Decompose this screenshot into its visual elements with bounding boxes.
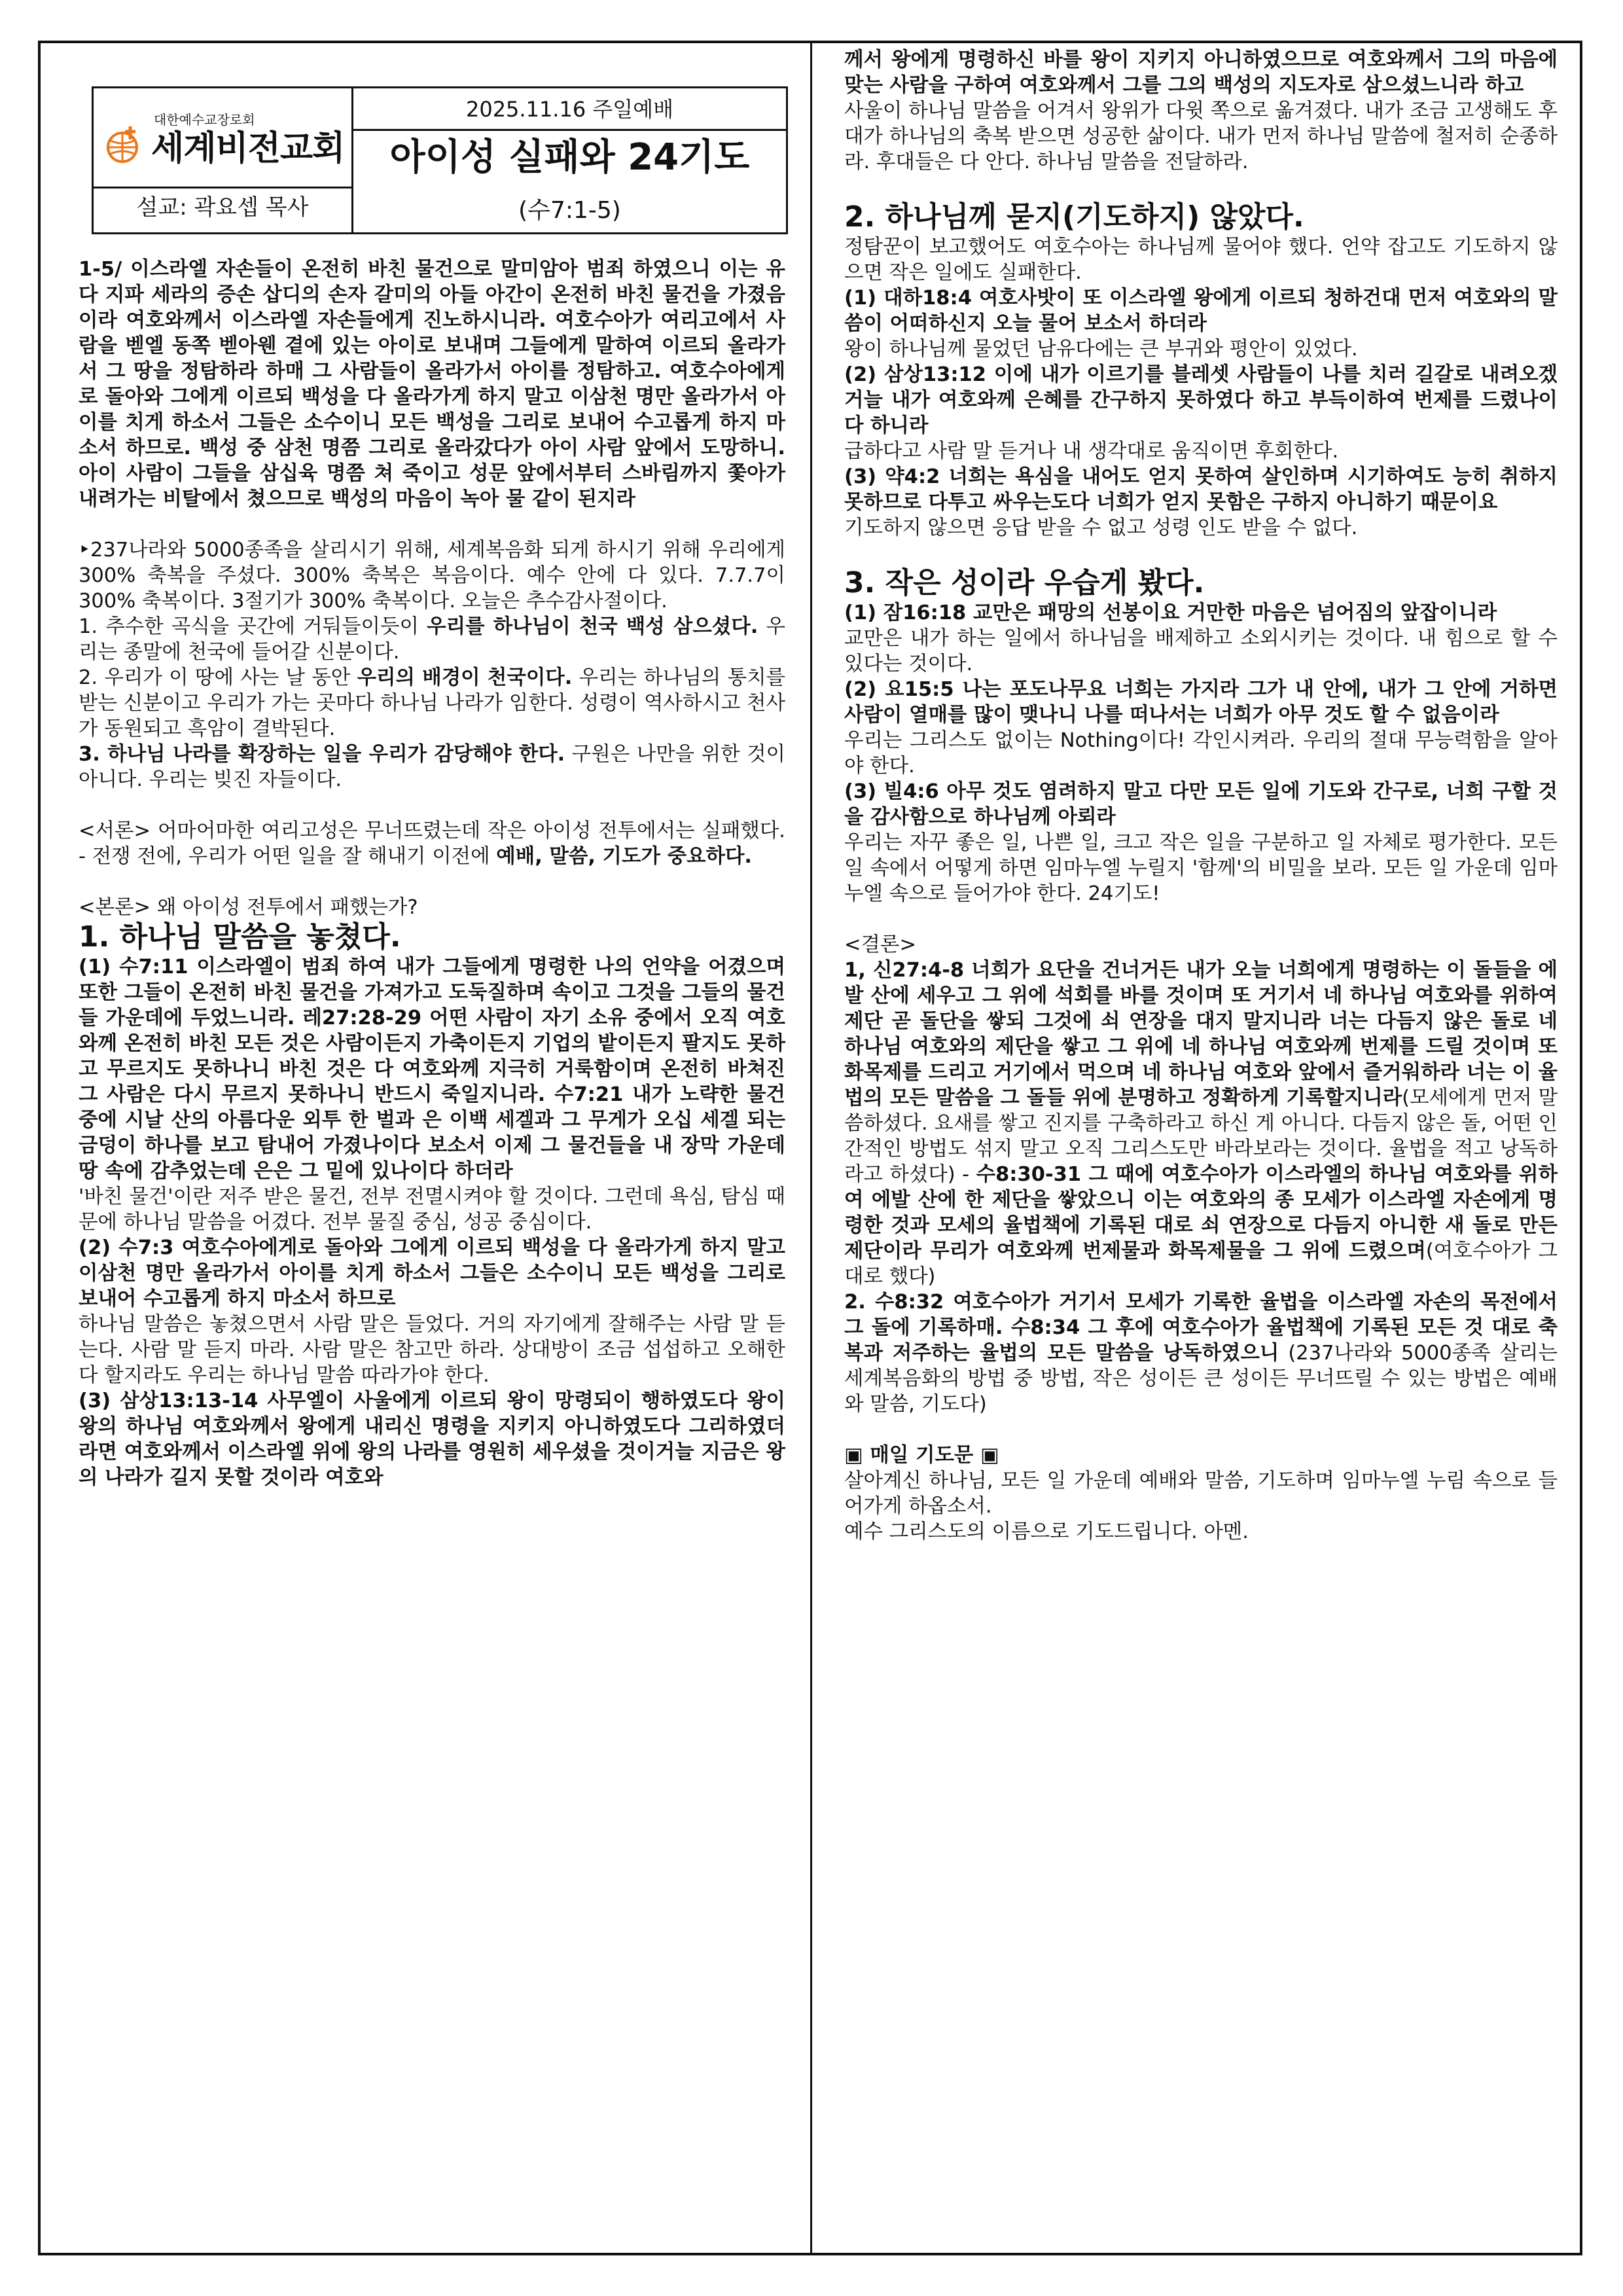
- verse-block: (2) 수7:3 여호수아에게로 돌아와 그에게 이르되 백성을 다 올라가게 하지 말고 이삼천 명만 올라가서 아이를 치게 하소서 그들은 소수이니 모든 백성을 그리로 보내어 수고롭게 하지 마소서 하므로: [79, 1236, 785, 1310]
- daily-prayer-title: ▣ 매일 기도문 ▣: [844, 1444, 999, 1467]
- commentary: 정탐꾼이 보고했어도 여호수아는 하나님께 물어야 했다. 언약 잡고도 기도하지 않으면 작은 일에도 실패한다.: [844, 236, 1558, 284]
- section-heading-1: 1. 하나님 말씀을 놓쳤다.: [79, 920, 401, 954]
- header-separator: [353, 129, 786, 131]
- left-column: [79, 257, 785, 1490]
- church-logo: [101, 108, 348, 187]
- bulletin-header: [92, 86, 788, 234]
- church-name: 세계비전교회: [151, 129, 345, 168]
- commentary: 교만은 내가 하는 일에서 하나님을 배제하고 소외시키는 것이다. 내 힘으로 할 수 있다는 것이다.: [844, 627, 1558, 675]
- sermon-info-box: [351, 86, 788, 234]
- point-1: 1. 추수한 곡식을 곳간에 거둬들이듯이 우리를 하나님이 천국 백성 삼으셨다. 우리는 종말에 천국에 들어갈 신분이다.: [79, 615, 785, 664]
- service-date: 2025.11.16 주일예배: [465, 97, 674, 122]
- commentary: 기도하지 않으면 응답 받을 수 없고 성령 인도 받을 수 없다.: [844, 516, 1358, 539]
- commentary: 왕이 하나님께 물었던 남유다에는 큰 부귀와 평안이 있었다.: [844, 338, 1358, 361]
- verse-block: (3) 빌4:6 아무 것도 염려하지 말고 다만 모든 일에 기도와 간구로, 너희 구할 것을 감사함으로 하나님께 아뢰라: [844, 780, 1558, 829]
- scripture-reference: (수7:1-5): [518, 197, 621, 224]
- commentary: 사울이 하나님 말씀을 어겨서 왕위가 다윗 쪽으로 옮겨졌다. 내가 조금 고생해도 후대가 하나님의 축복 받으면 성공한 삶이다. 내가 먼저 하나님 말씀에 철저히 순종하라. 후대들은 다 안다. 하나님 말씀을 전달하라.: [844, 99, 1558, 173]
- introduction-section: <서론> 어마어마한 여리고성은 무너뜨렸는데 작은 아이성 전투에서는 실패했다. - 전쟁 전에, 우리가 어떤 일을 잘 해내기 이전에 예배, 말씀, 기도가 중요하다.: [79, 819, 785, 868]
- intro-paragraph: ‣237나라와 5000종족을 살리시기 위해, 세계복음화 되게 하시기 위해 우리에게 300% 축복을 주셨다. 300% 축복은 복음이다. 예수 안에 다 있다. 7.7.7이 300% 축복이다. 3절기가 300% 축복이다. 오늘은 추수감사절이다.: [79, 539, 785, 613]
- section-heading-3: 3. 작은 성이라 우습게 봤다.: [844, 566, 1205, 600]
- verse-block: (1) 수7:11 이스라엘이 범죄 하여 내가 그들에게 명령한 나의 언약을 어겼으며 또한 그들이 온전히 바친 물건을 가져가고 도둑질하며 속이고 그것을 그들의 물건들 가운데에 두었느니라. 레27:28-29 어떤 사람이 자기 소유 중에서 오직 여호와께 온전히 바친 모든 것은 사람이든지 가축이든지 기업의 밭이든지 팔지도 못하고 무르지도 못하나니 바친 것은 다 여호와께 지극히 거룩함이며 온전히 바쳐진 그 사람은 다시 무르지 못하나니 반드시 죽일지니라. 수7:21 내가 노략한 물건 중에 시날 산의 아름다운 외투 한 벌과 은 이백 세겔과 그 무게가 오십 세겔 되는 금덩이 하나를 보고 탐내어 가졌나이다 보소서 이제 그 물건들을 내 장막 가운데 땅 속에 감추었는데 은은 그 밑에 있나이다 하더라: [79, 956, 785, 1183]
- verse-block: (3) 삼상13:13-14 사무엘이 사울에게 이르되 왕이 망령되이 행하였도다 왕이 왕의 하나님 여호와께서 왕에게 내리신 명령을 지키지 아니하였도다 그리하였더라면 여호와께서 이스라엘 위에 왕의 나라를 영원히 세우셨을 것이거늘 지금은 왕의 나라가 길지 못할 것이라 여호와: [79, 1390, 785, 1489]
- daily-prayer-text: 살아계신 하나님, 모든 일 가운데 예배와 말씀, 기도하며 임마누엘 누림 속으로 들어가게 하옵소서.: [844, 1469, 1558, 1518]
- church-globe-logo-icon: [101, 122, 147, 168]
- point-2: 2. 우리가 이 땅에 사는 날 동안 우리의 배경이 천국이다. 우리는 하나님의 통치를 받는 신분이고 우리가 가는 곳마다 하나님 나라가 임한다. 성령이 역사하시고 천사가 동원되고 흑암이 결박된다.: [79, 666, 785, 740]
- conclusion-label: <결론>: [844, 933, 917, 956]
- conclusion-point-1: 1, 신27:4-8 너희가 요단을 건너거든 내가 오늘 너희에게 명령하는 이 돌들을 에발 산에 세우고 그 위에 석회를 바를 것이며 또 거기서 네 하나님 여호와를 위하여 제단 곧 돌단을 쌓되 그것에 쇠 연장을 대지 말지니라 너는 다듬지 않은 돌로 네 하나님 여호와의 제단을 쌓고 그 위에 네 하나님 여호와께 번제를 드릴 것이며 또 화목제를 드리고 거기에서 먹으며 네 하나님 여호와 앞에서 즐거워하라 너는 이 율법의 모든 말씀을 그 돌들 위에 분명하고 정확하게 기록할지니라(모세에게 먼저 말씀하셨다. 요새를 쌓고 진지를 구축하라고 하신 게 아니다. 다듬지 않은 돌, 어떤 인간적인 방법도 섞지 말고 오직 그리스도만 바라보라는 것이다. 율법을 적고 낭독하라고 하셨다) - 수8:30-31 그 때에 여호수아가 이스라엘의 하나님 여호와를 위하여 에발 산에 한 제단을 쌓았으니 이는 여호와의 종 모세가 이스라엘 자손에게 명령한 것과 모세의 율법책에 기록된 대로 쇠 연장으로 다듬지 아니한 새 돌로 만든 제단이라 무리가 여호와께 번제물과 화목제물을 그 위에 드렸으며(여호수아가 그대로 했다): [844, 959, 1558, 1288]
- column-divider: [810, 41, 812, 2255]
- church-info-box: [92, 86, 353, 234]
- denomination-label: 대한예수교장로회: [154, 112, 255, 128]
- scripture-passage: 1-5/ 이스라엘 자손들이 온전히 바친 물건으로 말미암아 범죄 하였으니 이는 유다 지파 세라의 증손 삽디의 손자 갈미의 아들 아간이 온전히 바친 물건을 가졌음이라 여호와께서 이스라엘 자손들에게 진노하시니라. 여호수아가 여리고에서 사람을 벧엘 동쪽 벧아웬 곁에 있는 아이로 보내며 그들에게 말하여 이르되 올라가서 그 땅을 정탐하라 하매 그 사람들이 올라가서 아이를 정탐하고. 여호수아에게로 돌아와 그에게 이르되 백성을 다 올라가게 하지 말고 이삼천 명만 올라가서 아이를 치게 하소서 그들은 소수이니 모든 백성을 그리로 보내어 수고롭게 하지 마소서 하므로. 백성 중 삼천 명쯤 그리로 올라갔다가 아이 사람 앞에서 도망하니. 아이 사람이 그들을 삼십육 명쯤 쳐 죽이고 성문 앞에서부터 스바림까지 쫓아가 내려가는 비탈에서 쳤으므로 백성의 마음이 녹아 물 같이 된지라: [79, 258, 785, 511]
- conclusion-point-2: 2. 수8:32 여호수아가 거기서 모세가 기록한 율법을 이스라엘 자손의 목전에서 그 돌에 기록하매. 수8:34 그 후에 여호수아가 율법책에 기록된 모든 것 대로 축복과 저주하는 율법의 모든 말씀을 낭독하였으니 (237나라와 5000종족 살리는 세계복음화의 방법 중 방법, 작은 성이든 큰 성이든 무너뜨릴 수 있는 방법은 예배와 말씀, 기도다): [844, 1291, 1558, 1416]
- daily-prayer-closing: 예수 그리스도의 이름으로 기도드립니다. 아멘.: [844, 1520, 1249, 1543]
- commentary: 우리는 그리스도 없이는 Nothing이다! 각인시켜라. 우리의 절대 무능력함을 알아야 한다.: [844, 729, 1558, 778]
- preacher-label: 설교: 곽요셉 목사: [136, 194, 309, 221]
- commentary: 우리는 자꾸 좋은 일, 나쁜 일, 크고 작은 일을 구분하고 일 자체로 평가한다. 모든 일 속에서 어떻게 하면 임마누엘 누릴지 '함께'의 비밀을 보라. 모든 일 가운데 임마누엘 속으로 들어가야 한다. 24기도!: [844, 831, 1558, 905]
- verse-block: (2) 삼상13:12 이에 내가 이르기를 블레셋 사람들이 나를 치러 길갈로 내려오겠거늘 내가 여호와께 은혜를 간구하지 못하였다 하고 부득이하여 번제를 드렸나이다 하니라: [844, 363, 1558, 437]
- verse-block: (1) 잠16:18 교만은 패망의 선봉이요 거만한 마음은 넘어짐의 앞잡이니라: [844, 601, 1497, 624]
- header-separator: [94, 187, 351, 188]
- sermon-title: 아이성 실패와 24기도: [389, 136, 750, 179]
- commentary: 하나님 말씀은 놓쳤으면서 사람 말은 들었다. 거의 자기에게 잘해주는 사람 말 듣는다. 사람 말 듣지 마라. 사람 말은 참고만 하라. 상대방이 조금 섭섭하고 오해한다 할지라도 우리는 하나님 말씀 따라가야 한다.: [79, 1313, 785, 1387]
- point-3: 3. 하나님 나라를 확장하는 일을 우리가 감당해야 한다. 구원은 나만을 위한 것이 아니다. 우리는 빚진 자들이다.: [79, 743, 785, 791]
- right-column: [844, 47, 1558, 1545]
- verse-block: (2) 요15:5 나는 포도나무요 너희는 가지라 그가 내 안에, 내가 그 안에 거하면 사람이 열매를 많이 맺나니 나를 떠나서는 너희가 아무 것도 할 수 없음이라: [844, 678, 1558, 726]
- commentary: 급하다고 사람 말 듣거나 내 생각대로 움직이면 후회한다.: [844, 440, 1339, 463]
- verse-block: 께서 왕에게 명령하신 바를 왕이 지키지 아니하였으므로 여호와께서 그의 마음에 맞는 사람을 구하여 여호와께서 그를 그의 백성의 지도자로 삼으셨느니라 하고: [844, 48, 1558, 97]
- verse-block: (1) 대하18:4 여호사밧이 또 이스라엘 왕에게 이르되 청하건대 먼저 여호와의 말씀이 어떠하신지 오늘 물어 보소서 하더라: [844, 287, 1558, 335]
- body-label: <본론> 왜 아이성 전투에서 패했는가?: [79, 896, 418, 919]
- verse-block: (3) 약4:2 너희는 욕심을 내어도 얻지 못하여 살인하며 시기하여도 능히 취하지 못하므로 다투고 싸우는도다 너희가 얻지 못함은 구하지 아니하기 때문이요: [844, 465, 1558, 514]
- commentary: '바친 물건'이란 저주 받은 물건, 전부 전멸시켜야 할 것이다. 그런데 욕심, 탐심 때문에 하나님 말씀을 어겼다. 전부 물질 중심, 성공 중심이다.: [79, 1185, 785, 1234]
- section-heading-2: 2. 하나님께 묻지(기도하지) 않았다.: [844, 200, 1304, 234]
